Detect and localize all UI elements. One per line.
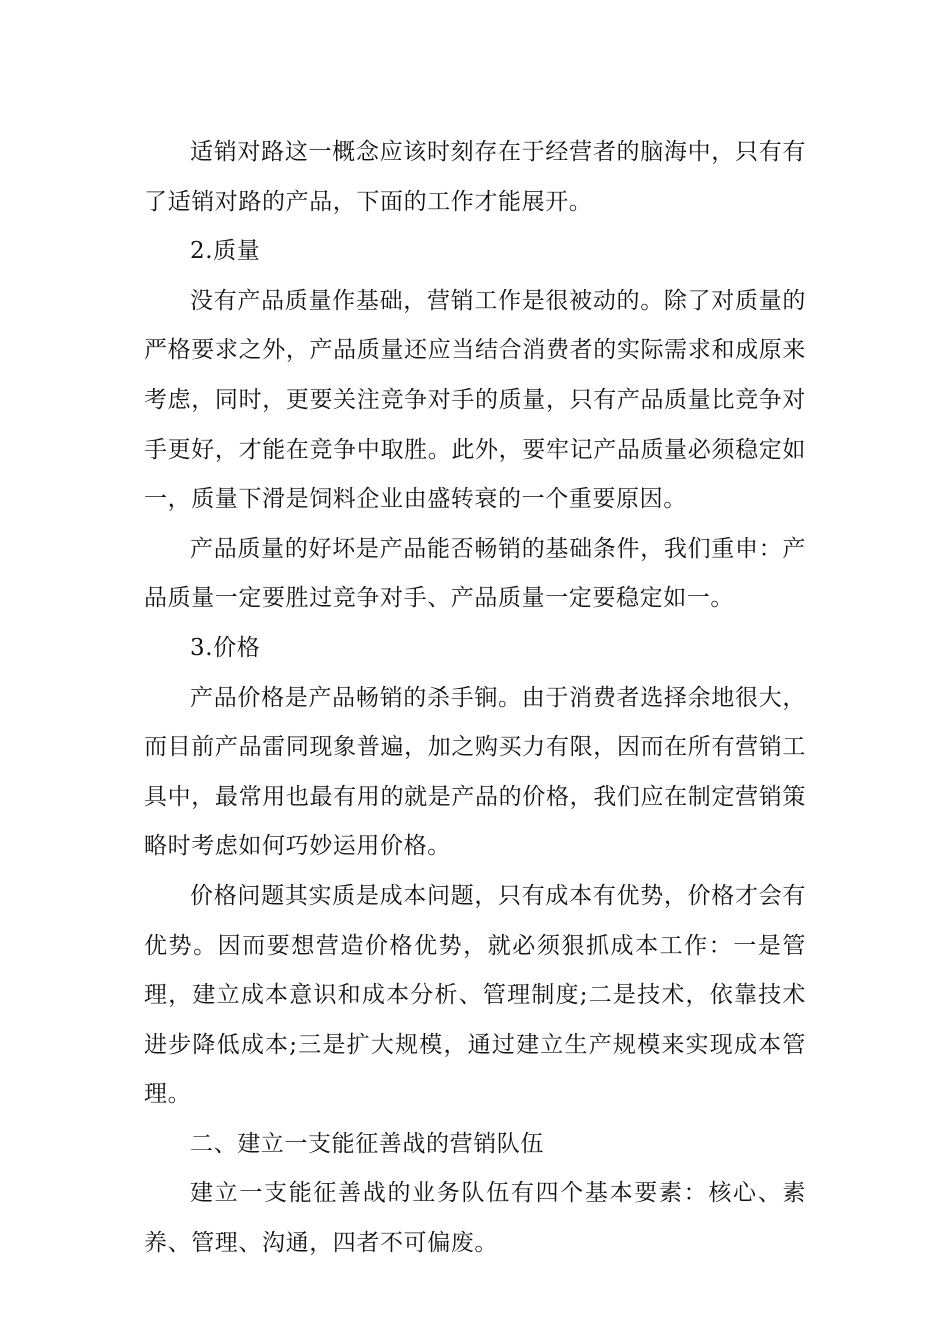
paragraph-intro: 适销对路这一概念应该时刻存在于经营者的脑海中，只有有了适销对路的产品，下面的工作才能展开。	[144, 139, 806, 215]
section-heading-price: 3.价格	[190, 634, 261, 661]
paragraph-quality-2: 产品质量的好坏是产品能否畅销的基础条件，我们重申：产品质量一定要胜过竞争对手、产品质量一定要稳定如一。	[144, 535, 806, 612]
section-heading-quality: 2.质量	[190, 238, 261, 265]
document-body	[144, 128, 806, 1269]
paragraph-team: 建立一支能征善战的业务队伍有四个基本要素：核心、素养、管理、沟通，四者不可偏废。	[144, 1180, 806, 1257]
paragraph-price-2: 价格问题其实质是成本问题，只有成本有优势，价格才会有优势。因而要想营造价格优势，就必须狠抓成本工作：一是管理，建立成本意识和成本分析、管理制度;二是技术，依靠技术进步降低成本;三是扩大规模，通过建立生产规模来实现成本管理。	[144, 882, 806, 1108]
paragraph-quality-1: 没有产品质量作基础，营销工作是很被动的。除了对质量的严格要求之外，产品质量还应当结合消费者的实际需求和成原来考虑，同时，更要关注竞争对手的质量，只有产品质量比竞争对手更好，才能在竞争中取胜。此外，要牢记产品质量必须稳定如一，质量下滑是饲料企业由盛转衰的一个重要原因。	[144, 287, 806, 513]
paragraph-price-1: 产品价格是产品畅销的杀手锏。由于消费者选择余地很大，而目前产品雷同现象普遍，加之购买力有限，因而在所有营销工具中，最常用也最有用的就是产品的价格，我们应在制定营销策略时考虑如何巧妙运用价格。	[144, 684, 806, 860]
section-heading-team: 二、建立一支能征善战的营销队伍	[190, 1130, 544, 1157]
